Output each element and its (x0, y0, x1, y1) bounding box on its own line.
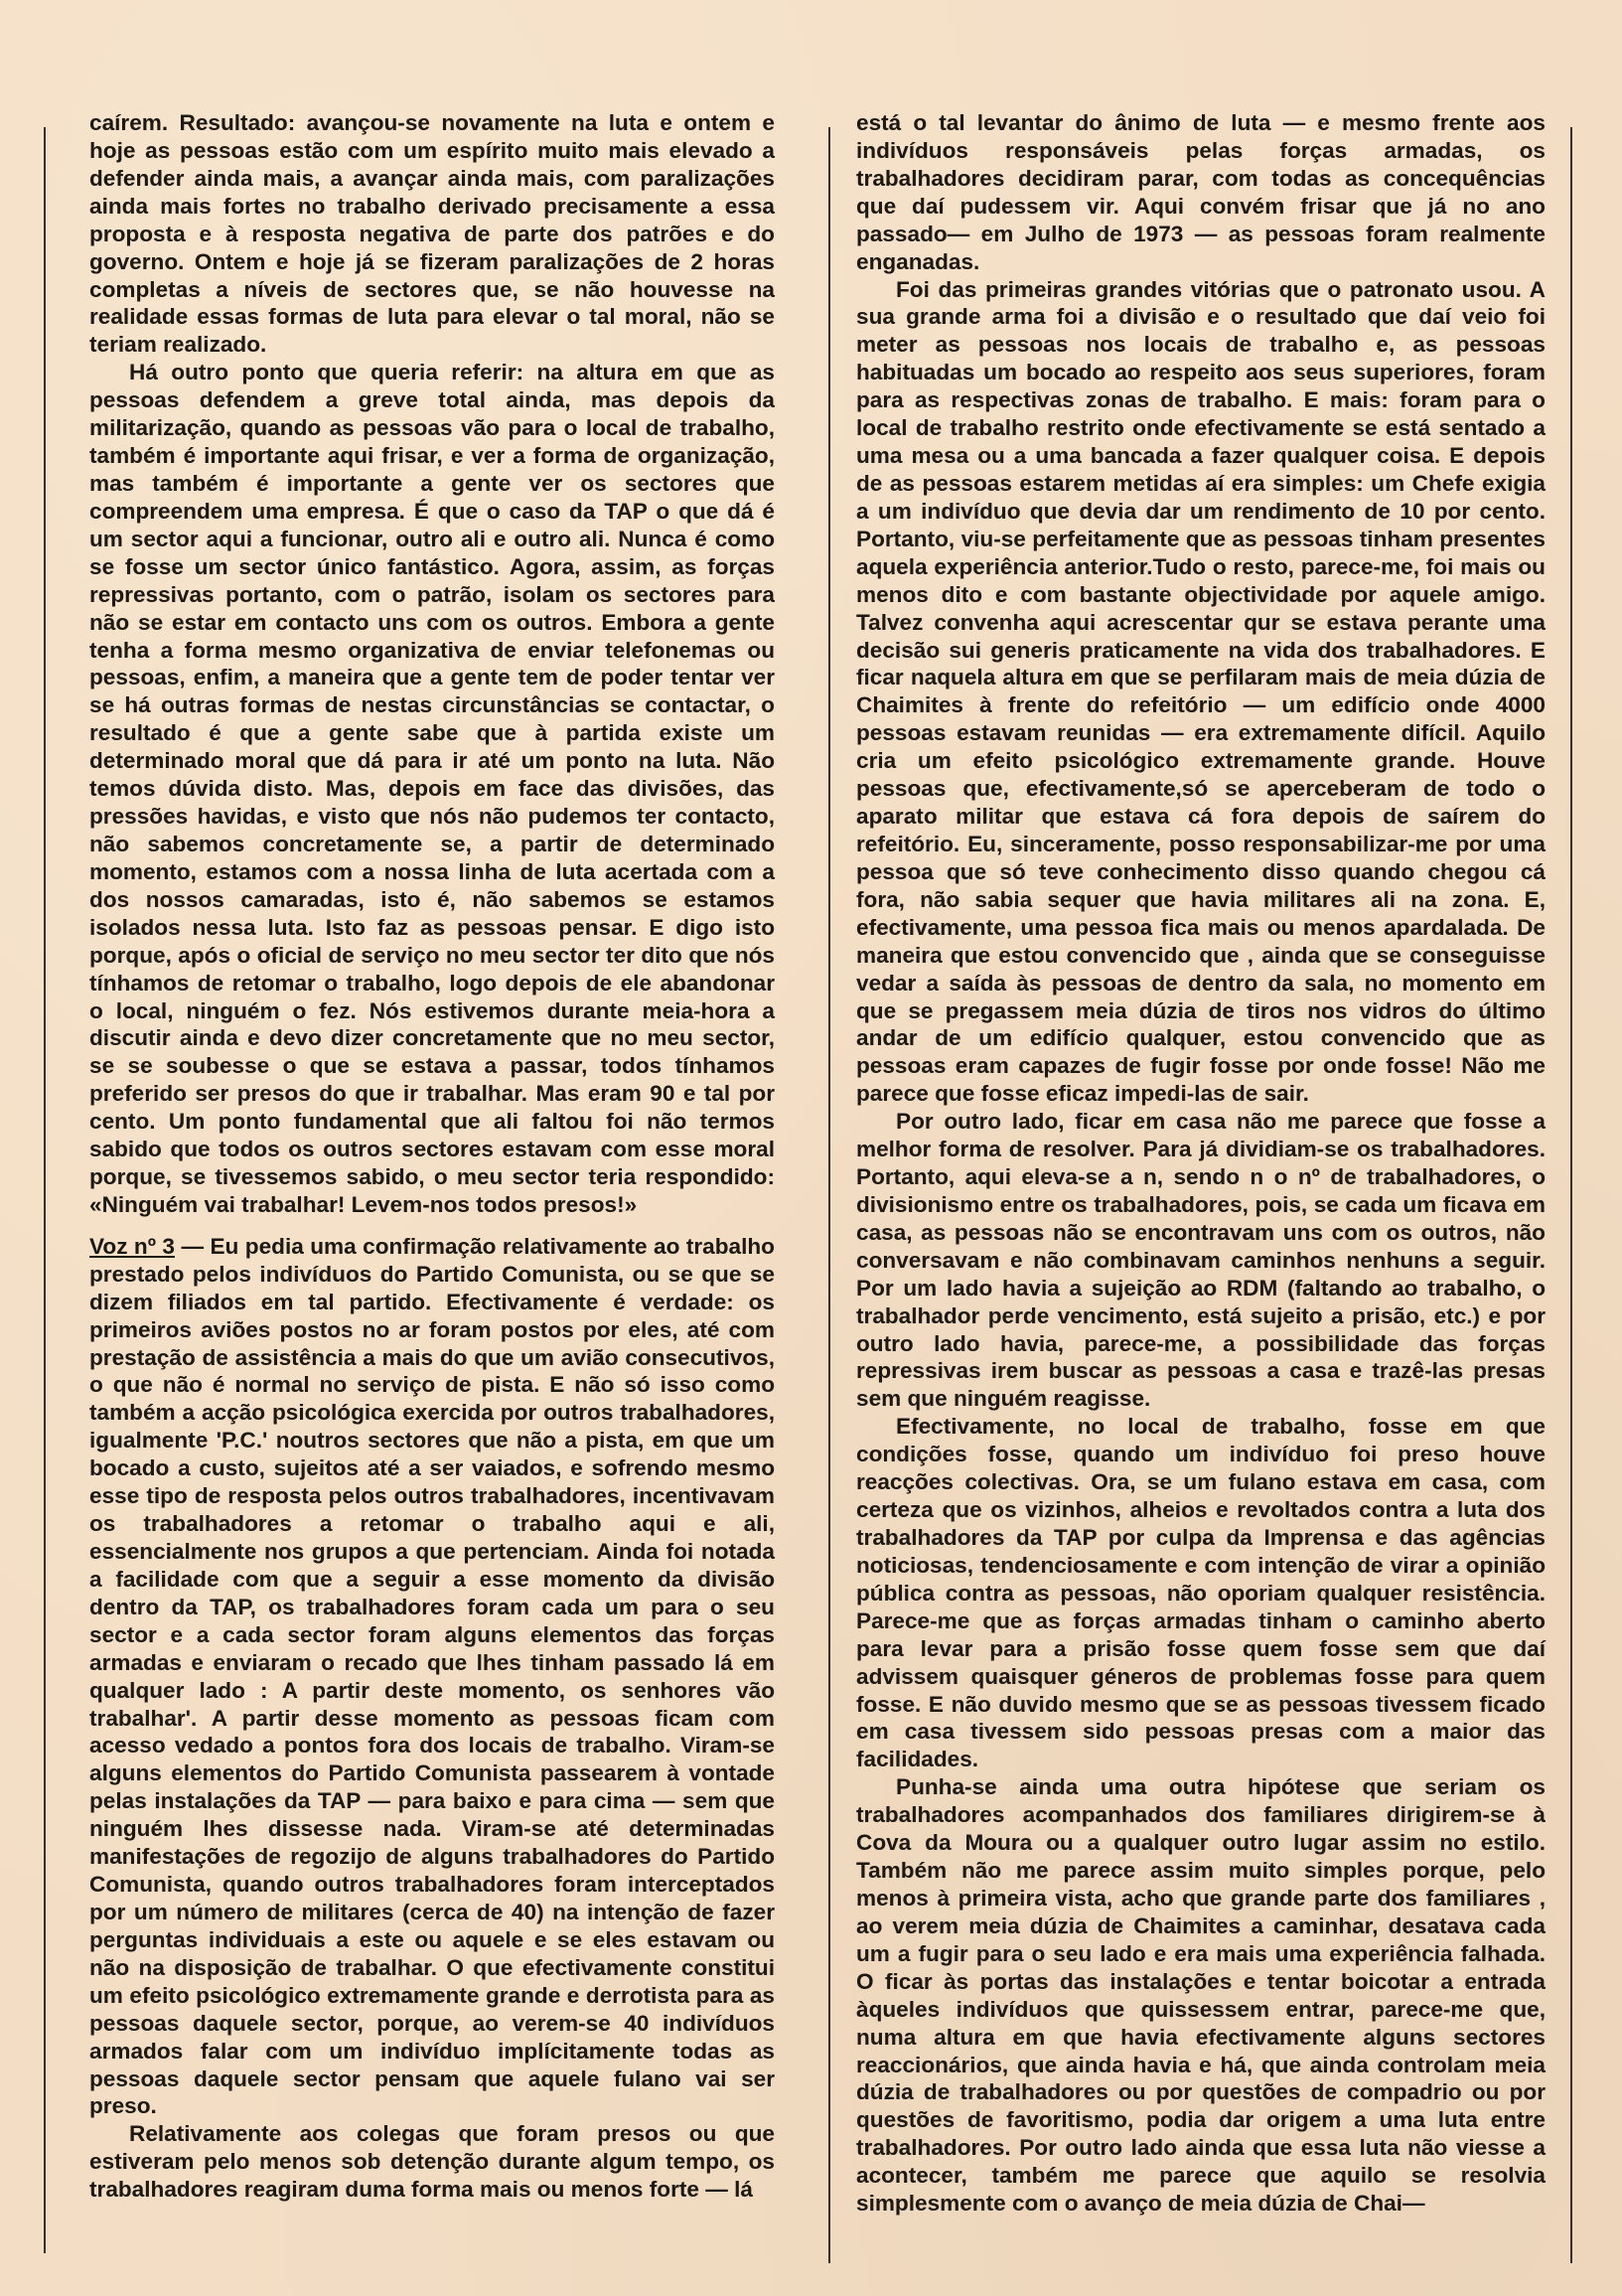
left-paragraph-1: caírem. Resultado: avançou-se novamente na luta e ontem e hoje as pessoas estão com um espírito muito mais elevado a defender ainda mais, a avançar ainda mais, com paralizações ainda mais fortes no trabalho derivado precisamente a essa proposta e à resposta negativa de parte dos patrões e do governo. Ontem e hoje já se fizeram paralizações de 2 horas completas a níveis de sectores que, se não houvesse na realidade essas formas de luta para elevar o tal moral, não se teriam realizado. (89, 110, 775, 358)
right-paragraph-4: Efectivamente, no local de trabalho, fosse em que condições fosse, quando um indivíduo foi preso houve reacções colectivas. Ora, se um fulano estava em casa, com certeza que os vizinhos, alheios e revoltados contra a luta dos trabalhadores da TAP por culpa da Imprensa e das agências noticiosas, tendenciosamente e com intenção de virar a opinião pública contra as pessoas, não oporiam qualquer resistência. Parece-me que as forças armadas tinham o caminho aberto para levar para a prisão fosse quem fosse sem que daí advissem quaisquer géneros de problemas fosse para quem fosse. E não duvido mesmo que se as pessoas tivessem ficado em casa tivessem sido pessoas presas com a maior das facilidades. (856, 1414, 1546, 1772)
right-paragraph-3: Por outro lado, ficar em casa não me parece que fosse a melhor forma de resolver. Para já dividiam-se os trabalhadores. Portanto, aqui eleva-se a n, sendo n o nº de trabalhadores, o divisionismo entre os trabalhadores, pois, se cada um ficava em casa, as pessoas não se encontravam uns com os outros, não conversavam e não combinavam caminhos nenhuns a seguir. Por um lado havia a sujeição ao RDM (faltando ao trabalho, o trabalhador perde vencimento, está sujeito a prisão, etc.) e por outro lado havia, parece-me, a possibilidade das forças repressivas irem buscar as pessoas a casa e trazê-las presas sem que ninguém reagisse. (856, 1109, 1546, 1412)
left-paragraph-4: Relativamente aos colegas que foram presos ou que estiveram pelo menos sob detenção durante algum tempo, os trabalhadores reagiram duma forma mais ou menos forte — lá (89, 2121, 775, 2203)
right-column-rule (1570, 127, 1572, 2263)
left-column (89, 109, 775, 2204)
right-column (856, 109, 1546, 2218)
right-paragraph-2: Foi das primeiras grandes vitórias que o patronato usou. A sua grande arma foi a divisão e o resultado que daí veio foi meter as pessoas nos locais de trabalho e, as pessoas habituadas um bocado ao respeito aos seus superiores, foram para as respectivas zonas de trabalho. E mais: foram para o local de trabalho restrito onde efectivamente se está sentado a uma mesa ou a uma bancada a fazer qualquer coisa. E depois de as pessoas estarem metidas aí era simples: um Chefe exigia a um indivíduo que devia dar um rendimento de 10 por cento. Portanto, viu-se perfeitamente que as pessoas tinham presentes aquela experiência anterior.Tudo o resto, parece-me, foi mais ou menos dito e com bastante objectividade por aquele amigo. Talvez convenha aqui acrescentar qur se estava perante uma decisão sui generis praticamente na vida dos trabalhadores. E ficar naquela altura em que se perfilaram mais de meia dúzia de Chaimites à frente do refeitório — um edifício onde 4000 pessoas estavam reunidas — era extremamente difícil. Aquilo cria um efeito psicológico extremamente grande. Houve pessoas que, efectivamente,só se aperceberam de todo o aparato militar que estava cá fora depois de saírem do refeitório. Eu, sinceramente, posso responsabilizar-me por uma pessoa que só teve conhecimento disso quando chegou cá fora, não sabia sequer que havia militares ali na zona. E, efectivamente, uma pessoa fica mais ou menos apardalada. De maneira que estou convencido que , ainda que se conseguisse vedar a saída às pessoas de dentro da sala, no momento em que se pregassem meia dúzia de tiros nos vidros do último andar de um edifício qualquer, estou convencido que as pessoas eram capazes de fugir fosse por onde fosse! Não me parece que fosse eficaz impedi-las de sair. (856, 276, 1546, 1107)
center-column-rule (828, 127, 830, 2263)
left-paragraph-3 (89, 1233, 775, 2121)
right-paragraph-5: Punha-se ainda uma outra hipótese que seriam os trabalhadores acompanhados dos familiares dirigirem-se à Cova da Moura ou a qualquer outro lugar assim no estilo. Também não me parece assim muito simples porque, pelo menos à primeira vista, acho que grande parte dos familiares , ao verem meia dúzia de Chaimites a caminhar, desatava cada um a fugir para o seu lado e era mais uma experiência falhada. O ficar às portas das instalações e tentar boicotar a entrada àqueles indivíduos que quissessem entrar, parece-me que, numa altura em que havia efectivamente alguns sectores reaccionários, que ainda havia e há, que ainda controlam meia dúzia de trabalhadores ou por questões de compadrio ou por questões de favoritismo, podia dar origem a uma luta entre trabalhadores. Por outro lado ainda que essa luta não viesse a acontecer, também me parece que aquilo se resolvia simplesmente com o avanço de meia dúzia de Chai— (856, 1774, 1546, 2217)
left-paragraph-2: Há outro ponto que queria referir: na altura em que as pessoas defendem a greve total ainda, mas depois da militarização, quando as pessoas vão para o local de trabalho, também é importante aqui frisar, e ver a forma de organização, mas também é importante a gente ver os sectores que compreendem uma empresa. É que o caso da TAP o que dá é um sector aqui a funcionar, outro ali e outro ali. Nunca é como se fosse um sector único fantástico. Agora, assim, as forças repressivas portanto, com o patrão, isolam os sectores para não se estar em contacto uns com os outros. Embora a gente tenha a forma mesmo organizativa de enviar telefonemas ou pessoas, enfim, a maneira que a gente tem de poder tentar ver se há outras formas de nestas circunstâncias se contactar, o resultado é que a gente sabe que à partida existe um determinado moral que dá para ir até um ponto na luta. Não temos dúvida disto. Mas, depois em face das divisões, das pressões havidas, e visto que nós não pudemos ter contacto, não sabemos concretamente se, a partir de determinado momento, estamos com a nossa linha de luta acertada com a dos nossos camaradas, isto é, não sabemos se estamos isolados nessa luta. Isto faz as pessoas pensar. E digo isto porque, após o oficial de serviço no meu sector ter dito que nós tínhamos de retomar o trabalho, logo depois de ele abandonar o local, ninguém o fez. Nós estivemos durante meia-hora a discutir ainda e devo dizer concretamente que no meu sector, se se soubesse o que se estava a passar, todos tínhamos preferido ser presos do que ir trabalhar. Mas eram 90 e tal por cento. Um ponto fundamental que ali faltou foi não termos sabido que todos os outros sectores estavam com esse moral porque, se tivessemos sabido, o meu sector teria respondido: «Ninguém vai trabalhar! Levem-nos todos presos!» (89, 360, 775, 1217)
left-column-rule (44, 127, 46, 2253)
right-paragraph-1: está o tal levantar do ânimo de luta — e mesmo frente aos indivíduos responsáveis pelas forças armadas, os trabalhadores decidiram parar, com todas as concequências que daí pudessem vir. Aqui convém frisar que já no ano passado— em Julho de 1973 — as pessoas foram realmente enganadas. (856, 110, 1546, 274)
speaker-statement: — Eu pedia uma confirmação relativamente ao trabalho prestado pelos indivíduos do Partido Comunista, ou se que se dizem filiados em tal partido. Efectivamente é verdade: os primeiros aviões postos no ar foram postos por eles, até com prestação de assistência a mais do que um avião consecutivos, o que não é normal no serviço de pista. E não só isso como também a acção psicológica exercida por outros trabalhadores, igualmente 'P.C.' noutros sectores que não a pista, em que um bocado a custo, sujeitos até a ser vaiados, e sofrendo mesmo esse tipo de resposta pelos outros trabalhadores, incentivavam os trabalhadores a retomar o trabalho aqui e ali, essencialmente nos grupos a que pertenciam. Ainda foi notada a facilidade com que a seguir a esse momento da divisão dentro da TAP, os trabalhadores foram cada um para o seu sector e a cada sector foram alguns elementos das forças armadas e enviaram o recado que lhes tinham passado lá em qualquer lado : A partir deste momento, os senhores vão trabalhar'. A partir desse momento as pessoas ficam com acesso vedado a pontos fora dos locais de trabalho. Viram-se alguns elementos do Partido Comunista passearem à vontade pelas instalações da TAP — para baixo e para cima — sem que ninguém lhes dissesse nada. Viram-se até determinadas manifestações de regozijo de alguns trabalhadores do Partido Comunista, quando outros trabalhadores foram interceptados por um número de militares (cerca de 40) na intenção de fazer perguntas individuais a este ou aquele e se eles estavam ou não na disposição de trabalhar. O que efectivamente constitui um efeito psicológico extremamente grande e derrotista para as pessoas daquele sector, porque, ao verem-se 40 indivíduos armados falar com um indivíduo implícitamente todas as pessoas daquele sector pensam que aquele fulano vai ser preso. (89, 1233, 775, 2119)
speaker-label: Voz nº 3 (89, 1233, 175, 1259)
